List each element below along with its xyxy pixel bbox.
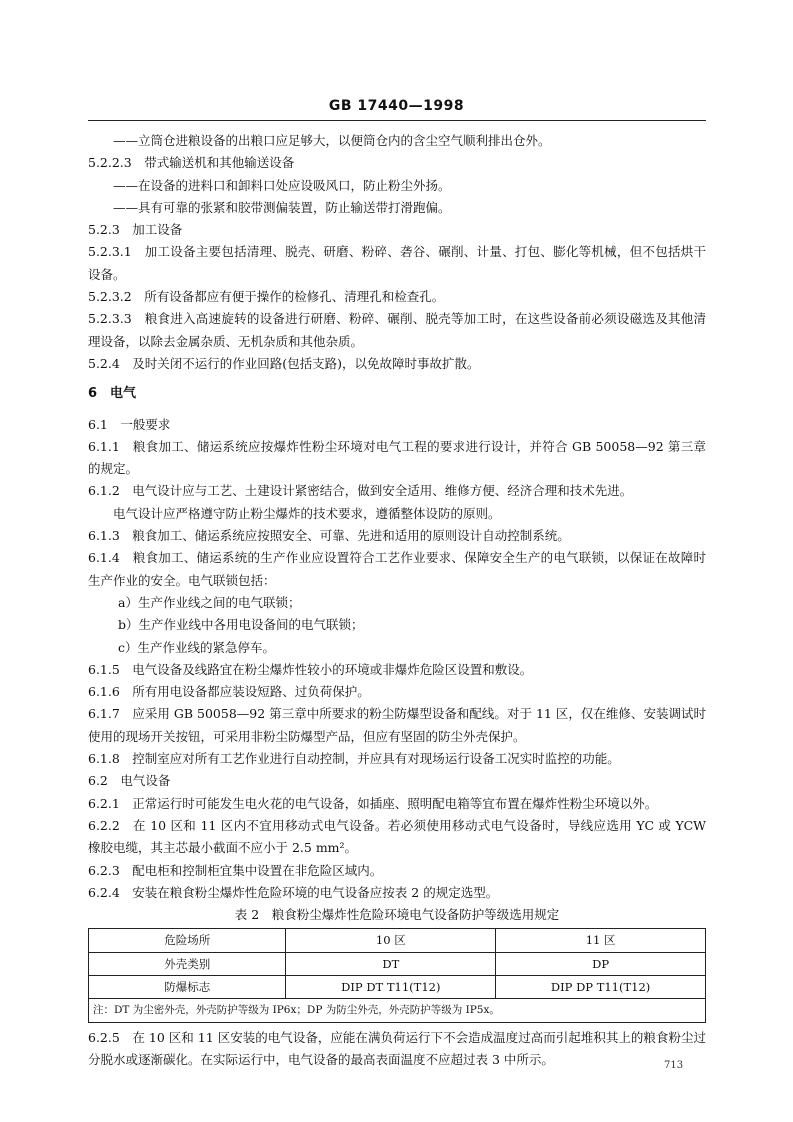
- clause-heading: 5.2.2.3 带式输送机和其他输送设备: [88, 155, 295, 171]
- page-header: GB 17440—1998: [328, 98, 465, 114]
- clause-heading: 6.2 电气设备: [88, 773, 171, 789]
- table-cell: 外壳类别: [89, 952, 286, 975]
- clause-text: 6.2.3 配电柜和控制柜宜集中设置在非危险区域内。: [88, 862, 383, 878]
- para-line: ——具有可靠的张紧和胶带测偏装置，防止输送带打滑跑偏。: [113, 199, 451, 215]
- table-row: [89, 975, 706, 998]
- clause-heading: 6.1 一般要求: [88, 416, 171, 432]
- clause-text: 5.2.3.2 所有设备都应有便于操作的检修孔、清理孔和检查孔。: [88, 289, 445, 305]
- clause-text: 6.1.4 粮食加工、储运系统的生产作业应设置符合工艺作业要求、保障安全生产的电气联锁，以保证在故障时生产作业的安全。电气联锁包括：: [88, 550, 706, 588]
- clause-text: 5.2.3.3 粮食进入高速旋转的设备进行研磨、粉碎、碾削、脱壳等加工时，在这些设备前必须设磁选及其他清理设备，以除去金属杂质、无机杂质和其他杂质。: [88, 311, 706, 349]
- table-note: 注：DT 为尘密外壳，外壳防护等级为 IP6x；DP 为防尘外壳，外壳防护等级为 IP5x。: [89, 999, 706, 1022]
- table-cell: DIP DT T11(T12): [286, 975, 496, 998]
- table-cell: 防爆标志: [89, 975, 286, 998]
- table-row: [89, 952, 706, 975]
- clause-text: 6.1.5 电气设备及线路宜在粉尘爆炸性较小的环境或非爆炸危险区设置和敷设。: [88, 661, 533, 677]
- clause-text: 6.1.2 电气设计应与工艺、土建设计紧密结合，做到安全适用、维修方便、经济合理和技术先进。: [88, 483, 633, 499]
- clause-text: 6.1.7 应采用 GB 50058—92 第三章中所要求的粉尘防爆型设备和配线。对于 11 区，仅在维修、安装调试时使用的现场开关按钮，可采用非粉尘防爆型产品，但应有坚固的防尘外壳保护。: [88, 706, 706, 744]
- list-item: b）生产作业线中各用电设备间的电气联锁；: [118, 617, 364, 633]
- page-body: [88, 130, 706, 1071]
- table-2: [88, 928, 706, 1022]
- clause-text: 5.2.3.1 加工设备主要包括清理、脱壳、研磨、粉碎、砻谷、碾削、计量、打包、膨化等机械，但不包括烘干设备。: [88, 244, 706, 282]
- clause-text: 6.1.1 粮食加工、储运系统应按爆炸性粉尘环境对电气工程的要求进行设计，并符合 GB 50058—92 第三章的规定。: [88, 438, 706, 477]
- table-cell: 10 区: [286, 929, 496, 952]
- list-item: a）生产作业线之间的电气联锁；: [118, 594, 301, 610]
- clause-heading: 5.2.3 加工设备: [88, 222, 183, 238]
- header-rule: [88, 120, 706, 121]
- clause-text: 电气设计应严格遵守防止粉尘爆炸的技术要求，遵循整体设防的原则。: [113, 505, 501, 521]
- clause-text: 5.2.4 及时关闭不运行的作业回路(包括支路)，以免故障时事故扩散。: [88, 355, 480, 371]
- clause-text: 6.2.4 安装在粮食粉尘爆炸性危险环境的电气设备应按表 2 的规定选型。: [88, 884, 499, 900]
- table-cell: DIP DP T11(T12): [496, 975, 706, 998]
- page-number: 713: [664, 1060, 684, 1071]
- table-row: [89, 929, 706, 952]
- table-caption: 表 2 粮食粉尘爆炸性危险环境电气设备防护等级选用规定: [234, 907, 560, 923]
- clause-text: 6.2.2 在 10 区和 11 区内不宜用移动式电气设备。若必须使用移动式电气设备时，导线应选用 YC 或 YCW 橡胶电缆，其主芯最小截面不应小于 2.5 mm²。: [88, 817, 706, 856]
- list-item: c）生产作业线的紧急停车。: [118, 639, 276, 655]
- clause-text: 6.2.5 在 10 区和 11 区安装的电气设备，应能在满负荷运行下不会造成温度过高而引起堆积其上的粮食粉尘过分脱水或逐渐碳化。在实际运行中，电气设备的最高表面温度不应超过表 3 中所示。: [88, 1029, 706, 1067]
- clause-text: 6.1.6 所有用电设备都应装设短路、过负荷保护。: [88, 684, 370, 700]
- table-cell: DP: [496, 952, 706, 975]
- para-line: ——立筒仓进粮设备的出粮口应足够大，以便筒仓内的含尘空气顺利排出仓外。: [113, 133, 551, 148]
- section-title: 6 电气: [88, 386, 137, 402]
- para-line: ——在设备的进料口和卸料口处应设吸风口，防止粉尘外扬。: [113, 177, 451, 193]
- table-cell: 11 区: [496, 929, 706, 952]
- table-cell: 危险场所: [89, 929, 286, 952]
- table-cell: DT: [286, 952, 496, 975]
- clause-text: 6.2.1 正常运行时可能发生电火花的电气设备，如插座、照明配电箱等宜布置在爆炸性粉尘环境以外。: [88, 795, 658, 811]
- clause-text: 6.1.8 控制室应对所有工艺作业进行自动控制，并应具有对现场运行设备工况实时监控的功能。: [88, 751, 620, 767]
- table-row: [89, 999, 706, 1022]
- clause-text: 6.1.3 粮食加工、储运系统应按照安全、可靠、先进和适用的原则设计自动控制系统。: [88, 528, 570, 544]
